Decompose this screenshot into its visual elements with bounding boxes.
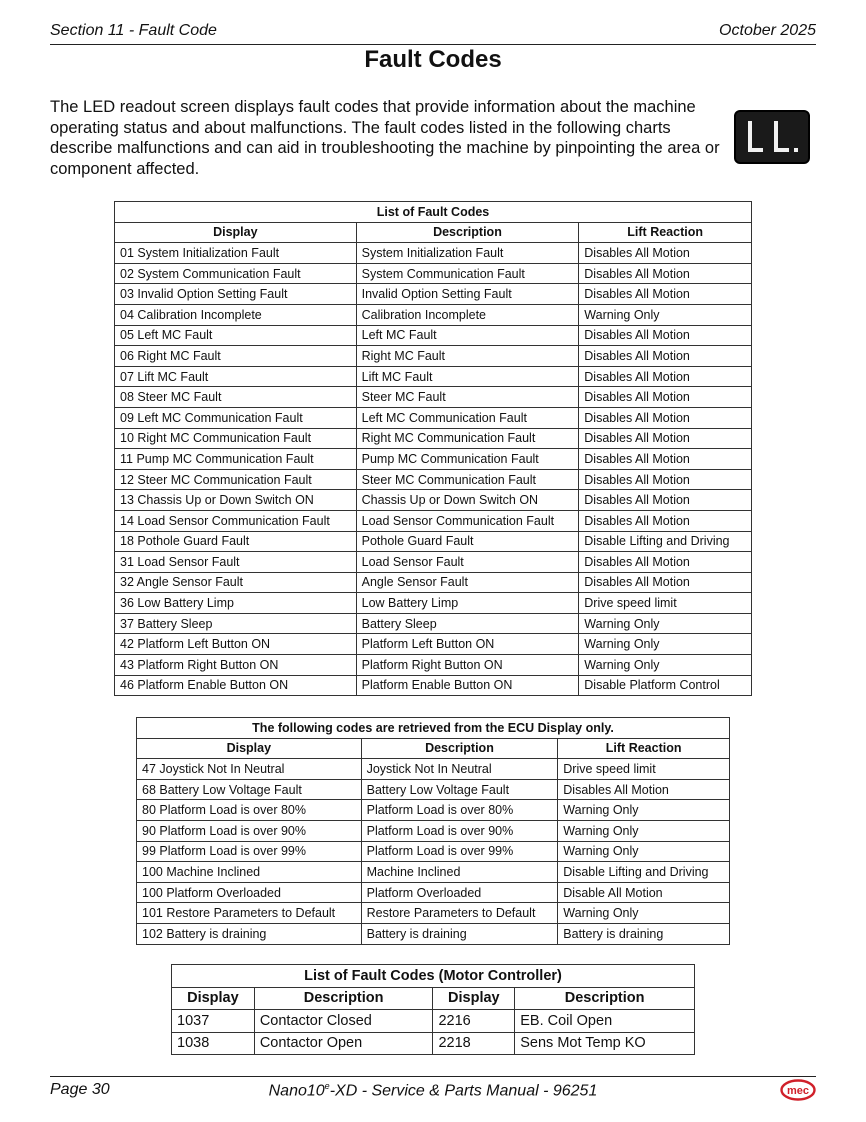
- motor-controller-body: [172, 1010, 695, 1055]
- table-cell: 07 Lift MC Fault: [115, 366, 357, 387]
- table-cell: Disables All Motion: [579, 407, 752, 428]
- table-cell: 100 Platform Overloaded: [137, 882, 362, 903]
- section-label: Section 11 - Fault Code: [50, 22, 217, 39]
- table-cell: 101 Restore Parameters to Default: [137, 903, 362, 924]
- table-cell: 2218: [433, 1032, 515, 1055]
- table-cell: Disables All Motion: [579, 325, 752, 346]
- table-cell: Left MC Communication Fault: [356, 407, 579, 428]
- table-cell: Contactor Closed: [254, 1010, 433, 1033]
- table-cell: 31 Load Sensor Fault: [115, 552, 357, 573]
- table-cell: Platform Load is over 99%: [361, 841, 558, 862]
- page-footer: [50, 1076, 816, 1105]
- table-cell: 08 Steer MC Fault: [115, 387, 357, 408]
- table-cell: Machine Inclined: [361, 862, 558, 883]
- table-cell: Disable Lifting and Driving: [558, 862, 730, 883]
- table-cell: 80 Platform Load is over 80%: [137, 800, 362, 821]
- table-row: [115, 387, 752, 408]
- table-cell: Angle Sensor Fault: [356, 572, 579, 593]
- table-row: [137, 800, 730, 821]
- column-header-display: Display: [172, 987, 255, 1010]
- table-cell: 37 Battery Sleep: [115, 613, 357, 634]
- table-row: [137, 882, 730, 903]
- table-row: [137, 923, 730, 944]
- table-cell: Disables All Motion: [579, 263, 752, 284]
- table-row: [115, 243, 752, 264]
- table-cell: Platform Load is over 90%: [361, 820, 558, 841]
- table-cell: Disables All Motion: [579, 284, 752, 305]
- table-cell: Right MC Communication Fault: [356, 428, 579, 449]
- column-header-description: Description: [356, 222, 579, 243]
- column-header-description: Description: [515, 987, 695, 1010]
- ecu-codes-table: [136, 717, 730, 945]
- table-row: [137, 759, 730, 780]
- ecu-codes-body: [137, 759, 730, 944]
- table-cell: Battery Low Voltage Fault: [361, 779, 558, 800]
- table-cell: Low Battery Limp: [356, 593, 579, 614]
- table-cell: 99 Platform Load is over 99%: [137, 841, 362, 862]
- table-row: [115, 552, 752, 573]
- table-cell: Load Sensor Communication Fault: [356, 510, 579, 531]
- table-cell: Disables All Motion: [579, 346, 752, 367]
- table-row: [115, 490, 752, 511]
- table-row: [115, 304, 752, 325]
- date-label: October 2025: [719, 22, 816, 39]
- table-row: [115, 655, 752, 676]
- table-row: [115, 366, 752, 387]
- table-cell: Sens Mot Temp KO: [515, 1032, 695, 1055]
- column-header-display: Display: [433, 987, 515, 1010]
- table-cell: System Initialization Fault: [356, 243, 579, 264]
- table-row: [137, 841, 730, 862]
- table-cell: Disables All Motion: [579, 366, 752, 387]
- table-cell: Left MC Fault: [356, 325, 579, 346]
- table-cell: 01 System Initialization Fault: [115, 243, 357, 264]
- table-cell: 90 Platform Load is over 90%: [137, 820, 362, 841]
- table-cell: Pothole Guard Fault: [356, 531, 579, 552]
- table-cell: Drive speed limit: [579, 593, 752, 614]
- table-cell: Warning Only: [558, 841, 730, 862]
- led-readout-display: [734, 110, 810, 164]
- table-cell: Disables All Motion: [579, 469, 752, 490]
- table-row: [115, 634, 752, 655]
- table-cell: Steer MC Communication Fault: [356, 469, 579, 490]
- table-cell: 68 Battery Low Voltage Fault: [137, 779, 362, 800]
- table-cell: 03 Invalid Option Setting Fault: [115, 284, 357, 305]
- table-cell: Warning Only: [558, 800, 730, 821]
- table-row: [172, 1032, 695, 1055]
- column-header-lift-reaction: Lift Reaction: [558, 738, 730, 759]
- table-cell: Joystick Not In Neutral: [361, 759, 558, 780]
- table-cell: Disables All Motion: [558, 779, 730, 800]
- table-cell: Lift MC Fault: [356, 366, 579, 387]
- table-cell: 09 Left MC Communication Fault: [115, 407, 357, 428]
- manual-model: Nano10: [268, 1082, 325, 1100]
- table-cell: 42 Platform Left Button ON: [115, 634, 357, 655]
- table-cell: Drive speed limit: [558, 759, 730, 780]
- table-cell: Disable All Motion: [558, 882, 730, 903]
- manual-model-superscript: e: [324, 1081, 330, 1091]
- page-number: Page 30: [50, 1081, 110, 1098]
- table-cell: Disables All Motion: [579, 449, 752, 470]
- manual-title: [50, 1081, 816, 1100]
- table-cell: 05 Left MC Fault: [115, 325, 357, 346]
- fault-codes-body: [115, 243, 752, 696]
- table-cell: 18 Pothole Guard Fault: [115, 531, 357, 552]
- table-cell: Warning Only: [558, 903, 730, 924]
- table-cell: 13 Chassis Up or Down Switch ON: [115, 490, 357, 511]
- table-cell: System Communication Fault: [356, 263, 579, 284]
- table-cell: Disables All Motion: [579, 490, 752, 511]
- table-cell: 47 Joystick Not In Neutral: [137, 759, 362, 780]
- table-cell: 04 Calibration Incomplete: [115, 304, 357, 325]
- table-row: [115, 675, 752, 696]
- table-cell: Battery Sleep: [356, 613, 579, 634]
- table-row: [115, 613, 752, 634]
- table-cell: 1038: [172, 1032, 255, 1055]
- table-cell: EB. Coil Open: [515, 1010, 695, 1033]
- table-cell: Warning Only: [579, 613, 752, 634]
- table-cell: 36 Low Battery Limp: [115, 593, 357, 614]
- table-cell: Disables All Motion: [579, 243, 752, 264]
- table-cell: Disables All Motion: [579, 428, 752, 449]
- led-digits-icon: [736, 112, 808, 162]
- table-cell: Steer MC Fault: [356, 387, 579, 408]
- mec-logo-icon: [780, 1079, 816, 1101]
- table-row: [115, 572, 752, 593]
- table-cell: Platform Enable Button ON: [356, 675, 579, 696]
- table-cell: Disables All Motion: [579, 572, 752, 593]
- table-cell: 102 Battery is draining: [137, 923, 362, 944]
- page-title: Fault Codes: [364, 46, 502, 73]
- table-cell: Platform Overloaded: [361, 882, 558, 903]
- table-cell: 02 System Communication Fault: [115, 263, 357, 284]
- table-cell: Platform Load is over 80%: [361, 800, 558, 821]
- table-cell: Warning Only: [579, 634, 752, 655]
- table-caption: List of Fault Codes (Motor Controller): [172, 965, 695, 988]
- table-cell: Calibration Incomplete: [356, 304, 579, 325]
- fault-codes-table: [114, 201, 752, 696]
- table-row: [115, 428, 752, 449]
- intro-paragraph: The LED readout screen displays fault codes that provide information about the machine operating status and about malfunctions. The fault codes listed in the following charts describe malfunctions and can aid in troubleshooting the machine by pinpointing the area or component affected.: [50, 98, 720, 178]
- table-cell: 10 Right MC Communication Fault: [115, 428, 357, 449]
- table-row: [115, 346, 752, 367]
- page-header: [50, 22, 816, 45]
- table-cell: Platform Left Button ON: [356, 634, 579, 655]
- column-header-display: Display: [137, 738, 362, 759]
- table-cell: Disable Platform Control: [579, 675, 752, 696]
- table-row: [137, 820, 730, 841]
- table-row: [172, 1010, 695, 1033]
- table-cell: Right MC Fault: [356, 346, 579, 367]
- table-cell: 43 Platform Right Button ON: [115, 655, 357, 676]
- table-cell: Disables All Motion: [579, 510, 752, 531]
- table-cell: Load Sensor Fault: [356, 552, 579, 573]
- table-row: [115, 593, 752, 614]
- table-cell: Warning Only: [558, 820, 730, 841]
- column-header-display: Display: [115, 222, 357, 243]
- table-row: [115, 449, 752, 470]
- table-row: [115, 531, 752, 552]
- table-cell: 100 Machine Inclined: [137, 862, 362, 883]
- table-cell: 1037: [172, 1010, 255, 1033]
- table-row: [115, 407, 752, 428]
- table-cell: Battery is draining: [558, 923, 730, 944]
- table-cell: Disables All Motion: [579, 552, 752, 573]
- table-cell: Disable Lifting and Driving: [579, 531, 752, 552]
- table-cell: 11 Pump MC Communication Fault: [115, 449, 357, 470]
- column-header-description: Description: [254, 987, 433, 1010]
- table-cell: 32 Angle Sensor Fault: [115, 572, 357, 593]
- table-cell: Platform Right Button ON: [356, 655, 579, 676]
- table-cell: 46 Platform Enable Button ON: [115, 675, 357, 696]
- table-row: [137, 903, 730, 924]
- table-cell: Battery is draining: [361, 923, 558, 944]
- motor-controller-table: [171, 964, 695, 1055]
- table-cell: Restore Parameters to Default: [361, 903, 558, 924]
- manual-title-rest: -XD - Service & Parts Manual - 96251: [329, 1082, 598, 1100]
- table-cell: Pump MC Communication Fault: [356, 449, 579, 470]
- table-cell: Warning Only: [579, 304, 752, 325]
- logo-text: mec: [786, 1085, 810, 1097]
- column-header-description: Description: [361, 738, 558, 759]
- table-row: [115, 284, 752, 305]
- table-row: [115, 263, 752, 284]
- table-row: [115, 469, 752, 490]
- table-cell: Contactor Open: [254, 1032, 433, 1055]
- table-cell: Chassis Up or Down Switch ON: [356, 490, 579, 511]
- table-cell: 06 Right MC Fault: [115, 346, 357, 367]
- table-row: [137, 779, 730, 800]
- table-caption: List of Fault Codes: [115, 202, 752, 223]
- table-cell: 12 Steer MC Communication Fault: [115, 469, 357, 490]
- table-cell: 2216: [433, 1010, 515, 1033]
- table-cell: Warning Only: [579, 655, 752, 676]
- table-cell: Invalid Option Setting Fault: [356, 284, 579, 305]
- column-header-lift-reaction: Lift Reaction: [579, 222, 752, 243]
- table-row: [115, 325, 752, 346]
- table-row: [137, 862, 730, 883]
- table-caption: The following codes are retrieved from the ECU Display only.: [137, 718, 730, 739]
- table-cell: 14 Load Sensor Communication Fault: [115, 510, 357, 531]
- table-row: [115, 510, 752, 531]
- table-cell: Disables All Motion: [579, 387, 752, 408]
- mec-logo: [780, 1079, 816, 1106]
